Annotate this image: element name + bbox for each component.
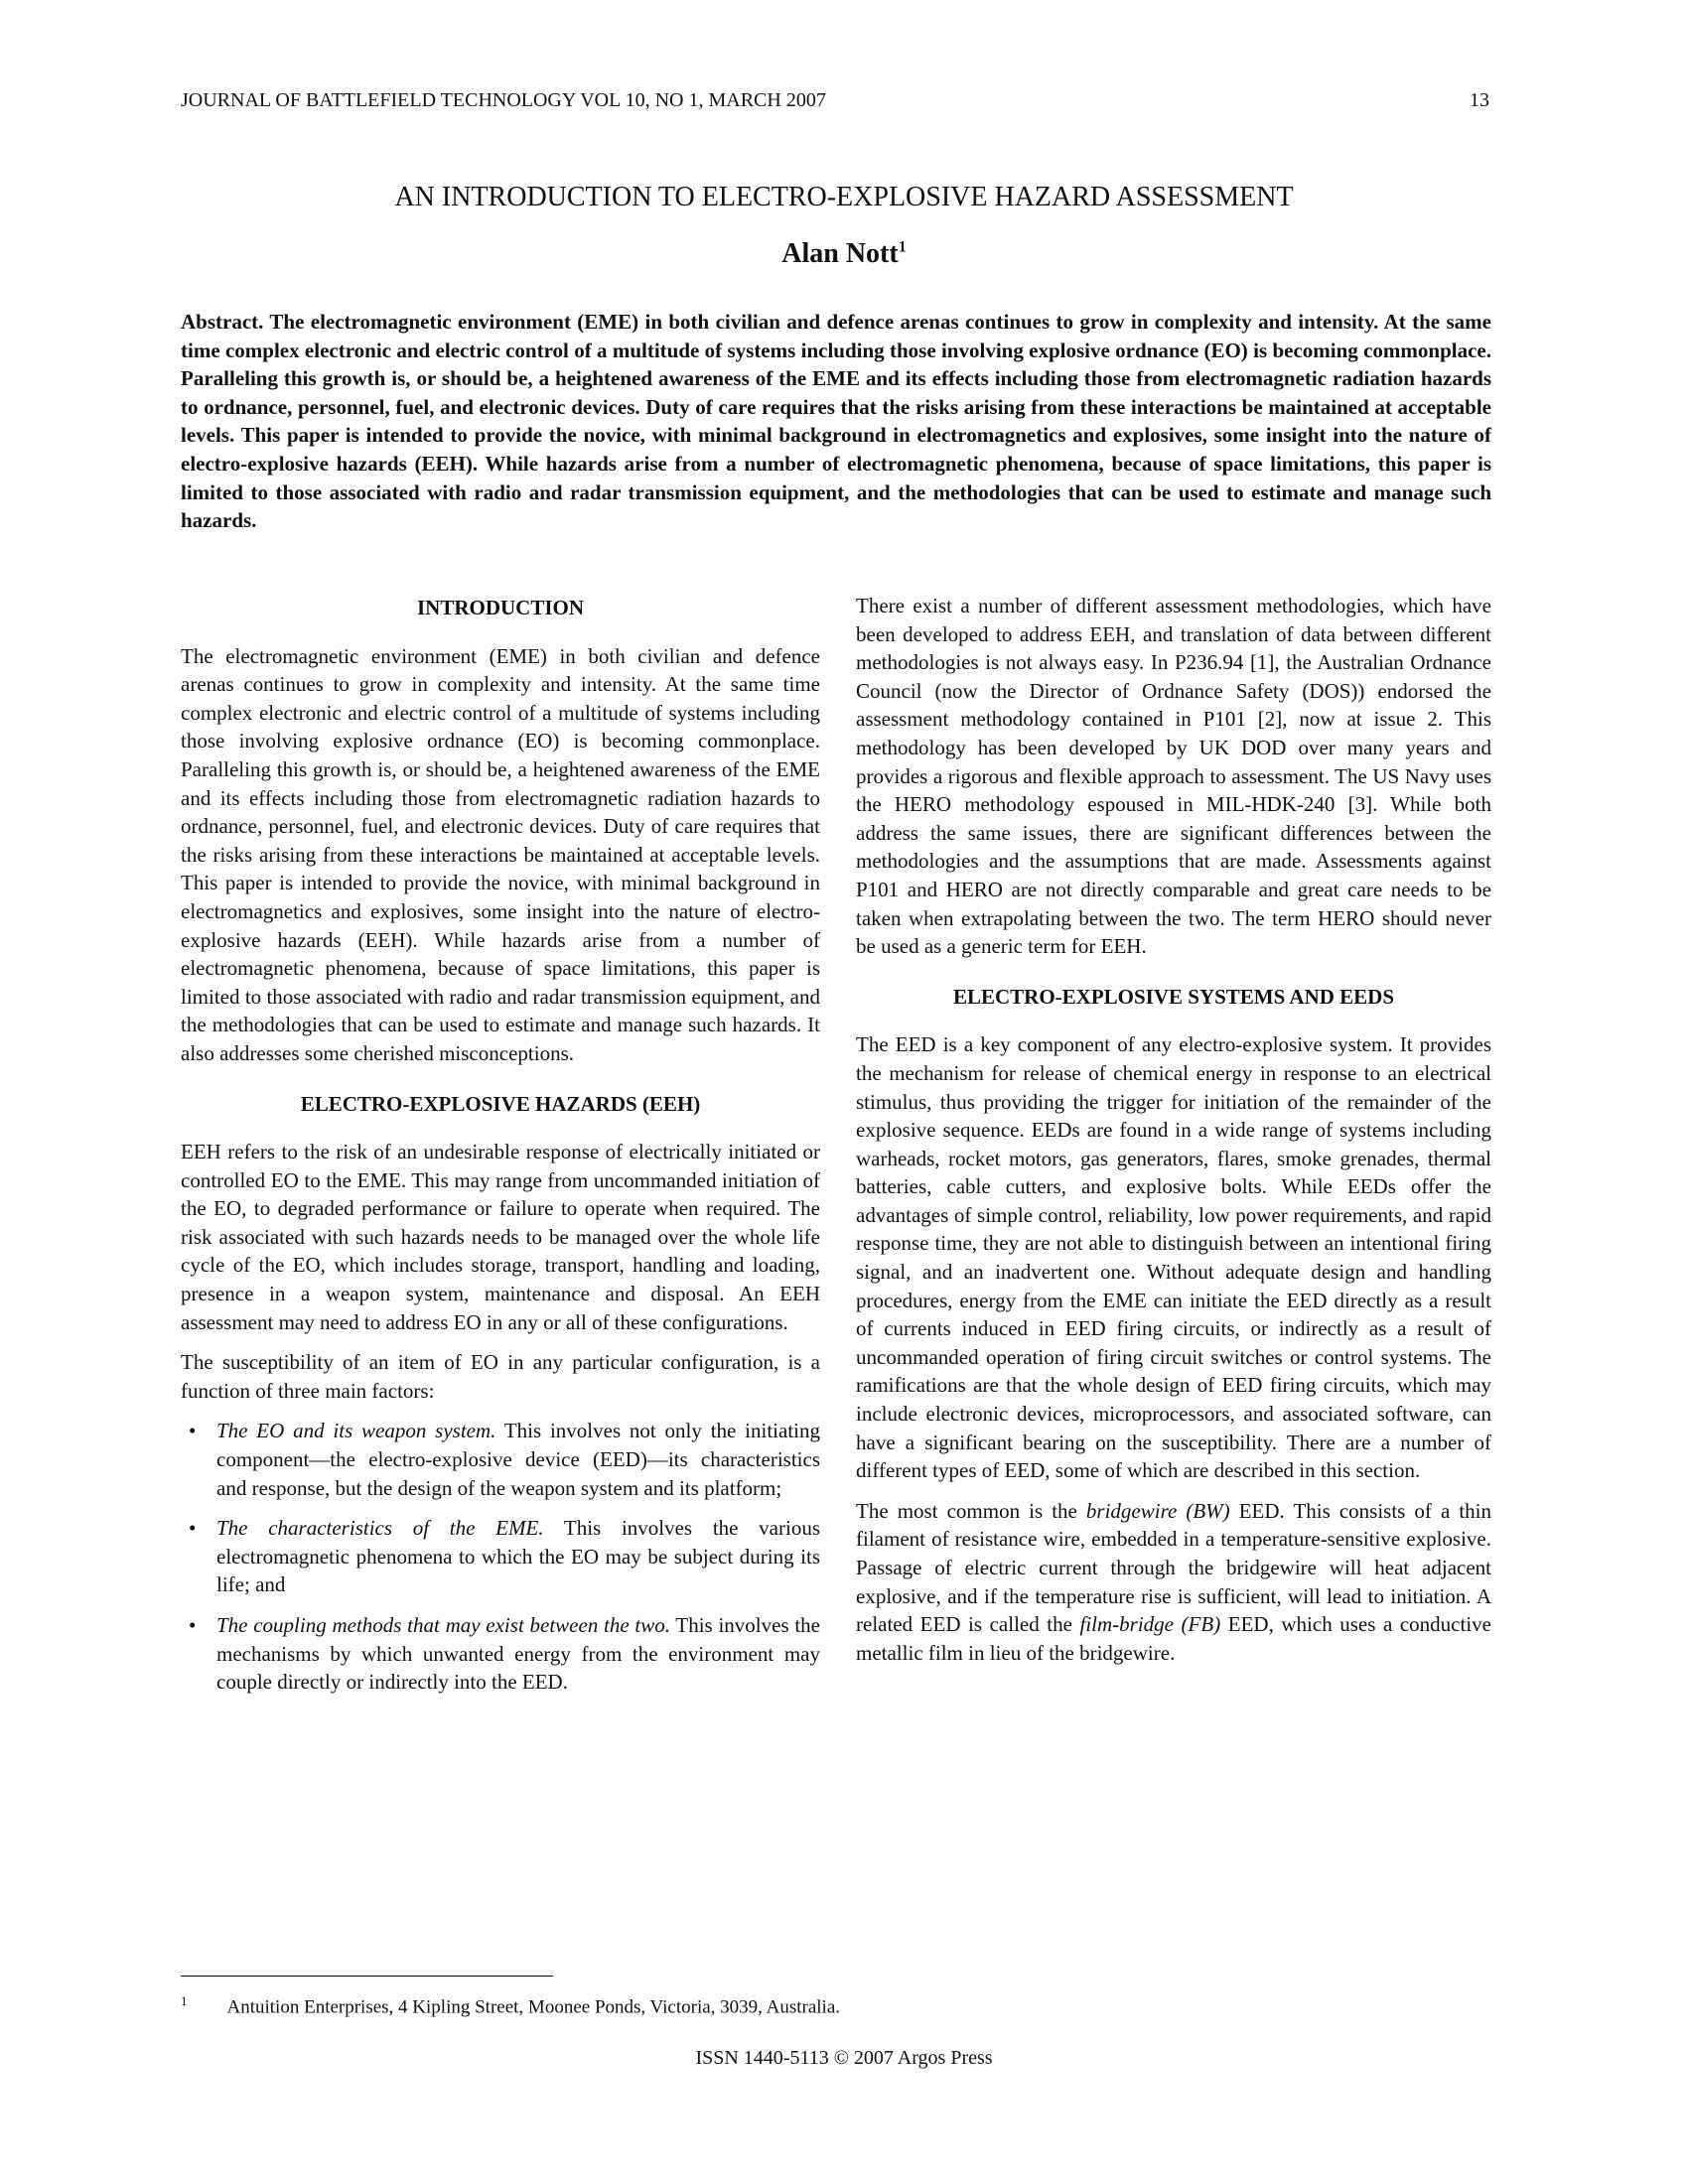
author bbox=[0, 238, 1688, 270]
left-column bbox=[181, 594, 820, 1708]
paragraph: The susceptibility of an item of EO in any particular configuration, is a function of three main factors: bbox=[181, 1350, 820, 1403]
list-item bbox=[181, 1611, 820, 1697]
paper-title: AN INTRODUCTION TO ELECTRO-EXPLOSIVE HAZARD ASSESSMENT bbox=[394, 182, 1294, 212]
running-header: JOURNAL OF BATTLEFIELD TECHNOLOGY VOL 10, NO 1, MARCH 2007 bbox=[181, 89, 826, 111]
text-run: The most common is the bbox=[856, 1498, 1086, 1523]
footnote-text: Antuition Enterprises, 4 Kipling Street, Moonee Ponds, Victoria, 3039, Australia. bbox=[226, 1996, 841, 2018]
list-item bbox=[181, 1417, 820, 1502]
factor-list bbox=[181, 1417, 820, 1696]
list-item-lead: The EO and its weapon system. bbox=[216, 1419, 496, 1443]
section-heading-eeh: ELECTRO-EXPLOSIVE HAZARDS (EEH) bbox=[300, 1091, 701, 1116]
term-film-bridge: film-bridge (FB) bbox=[1079, 1612, 1221, 1637]
footnote-divider bbox=[181, 1976, 553, 1977]
list-item-lead: The characteristics of the EME. bbox=[216, 1516, 544, 1541]
paragraph: EEH refers to the risk of an undesirable response of electrically initiated or controlled EO to the EME. This may range from uncommanded initiation of the EO, to degraded performance or failure to operate when required. The risk associated with such hazards needs to be managed over the whole life cycle of the EO, which includes storage, transport, handling and loading, presence in a weapon system, maintenance and disposal. An EEH assessment may need to address EO in any or all of these configurations. bbox=[181, 1140, 820, 1334]
bullet-icon: • bbox=[189, 1613, 197, 1637]
bullet-icon: • bbox=[189, 1516, 197, 1541]
page-number: 13 bbox=[1470, 89, 1489, 111]
page-footer: ISSN 1440-5113 © 2007 Argos Press bbox=[695, 2047, 993, 2069]
list-item-text: This involves not only the initiating component—the electro-explosive device (EED)—its characteristics and response, but the design of the weapon system and its platform; bbox=[216, 1419, 820, 1500]
right-column bbox=[856, 592, 1491, 1679]
list-item-lead: The coupling methods that may exist between the two. bbox=[216, 1613, 671, 1637]
author-footnote-mark: 1 bbox=[898, 238, 907, 256]
abstract: Abstract. The electromagnetic environment (EME) in both civilian and defence arenas continues to grow in complexity and intensity. At the same time complex electronic and electric control of a multitude of systems including those involving explosive ordnance (EO) is becoming commonplace. Paralleling this growth is, or should be, a heightened awareness of the EME and its effects including those from electromagnetic radiation hazards to ordnance, personnel, fuel, and electronic devices. Duty of care requires that the risks arising from these interactions be maintained at acceptable levels. This paper is intended to provide the novice, with minimal background in electromagnetics and explosives, some insight into the nature of electro-explosive hazards (EEH). While hazards arise from a number of electromagnetic phenomena, because of space limitations, this paper is limited to those associated with radio and radar transmission equipment, and the methodologies that can be used to estimate and manage such hazards. bbox=[181, 310, 1491, 533]
text-run: EED. This consists of a thin filament of resistance wire, embedded in a temperature-sensitive explosive. Passage of electric current through the bridgewire will heat adjacent explosive, and if the temperature rise is sufficient, will lead to initiation. A related EED is called the bbox=[856, 1498, 1491, 1637]
text-run: EED, which uses a conductive metallic film in lieu of the bridgewire. bbox=[856, 1612, 1491, 1665]
list-item-text: This involves the various electromagnetic phenomena to which the EO may be subject during its life; and bbox=[216, 1516, 821, 1597]
list-item bbox=[181, 1514, 820, 1599]
paragraph: There exist a number of different assessment methodologies, which have been developed to address EEH, and translation of data between different methodologies is not always easy. In P236.94 [1], the Australian Ordnance Council (now the Director of Ordnance Safety (DOS)) endorsed the assessment methodology contained in P101 [2], now at issue 2. This methodology has been developed by UK DOD over many years and provides a rigorous and flexible approach to assessment. The US Navy uses the HERO methodology espoused in MIL-HDK-240 [3]. While both address the same issues, there are significant differences between the methodologies and the assumptions that are made. Assessments against P101 and HERO are not directly comparable and great care needs to be taken when extrapolating between the two. The term HERO should never be used as a generic term for EEH. bbox=[856, 594, 1491, 959]
paragraph bbox=[856, 1497, 1491, 1668]
footnote bbox=[181, 1993, 840, 2018]
section-heading-introduction: INTRODUCTION bbox=[416, 596, 585, 619]
paragraph: The EED is a key component of any electro-explosive system. It provides the mechanism for release of chemical energy in response to an electrical stimulus, thus providing the trigger for initiation of the remainder of the explosive sequence. EEDs are found in a wide range of systems including warheads, rocket motors, gas generators, flares, smoke grenades, thermal batteries, cable cutters, and explosive bolts. While EEDs offer the advantages of simple control, reliability, low power requirements, and rapid response time, they are not able to distinguish between an intentional firing signal, and an inadvertent one. Without adequate design and handling procedures, energy from the EME can initiate the EED directly as a result of currents induced in EED firing circuits, or indirectly as a result of uncommanded operation of firing circuit switches or control systems. The ramifications are that the whole design of EED firing circuits, which may include electronic devices, microprocessors, and associated software, can have a significant bearing on the susceptibility. There are a number of different types of EED, some of which are described in this section. bbox=[856, 1032, 1491, 1483]
bullet-icon: • bbox=[189, 1419, 197, 1443]
paragraph: The electromagnetic environment (EME) in both civilian and defence arenas continues to grow in complexity and intensity. At the same time complex electronic and electric control of a multitude of systems including those involving explosive ordnance (EO) is becoming commonplace. Paralleling this growth is, or should be, a heightened awareness of the EME and its effects including those from electromagnetic radiation hazards to ordnance, personnel, fuel, and electronic devices. Duty of care requires that the risks arising from these interactions be maintained at acceptable levels. This paper is intended to provide the novice, with minimal background in electromagnetics and explosives, some insight into the nature of electro-explosive hazards (EEH). While hazards arise from a number of electromagnetic phenomena, because of space limitations, this paper is limited to those associated with radio and radar transmission equipment, and the methodologies that can be used to estimate and manage such hazards. It also addresses some cherished misconceptions. bbox=[181, 643, 820, 1065]
author-name: Alan Nott bbox=[781, 238, 899, 269]
section-heading-eeds: ELECTRO-EXPLOSIVE SYSTEMS AND EEDS bbox=[952, 984, 1395, 1009]
term-bridgewire: bridgewire (BW) bbox=[1085, 1498, 1230, 1523]
footnote-mark: 1 bbox=[181, 1993, 188, 2008]
list-item-text: This involves the mechanisms by which unwanted energy from the environment may couple directly or indirectly into the EED. bbox=[216, 1613, 820, 1695]
